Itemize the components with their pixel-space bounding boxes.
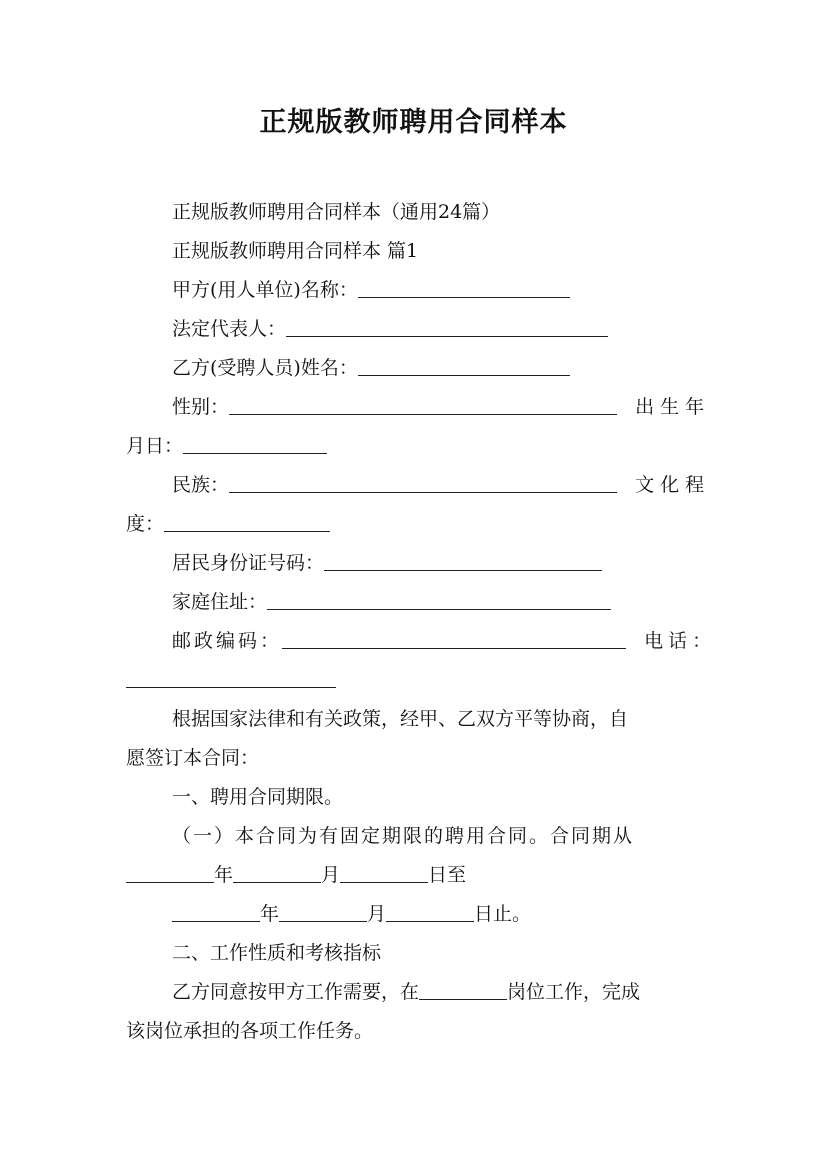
preamble-line-2	[126, 744, 706, 772]
preamble-line-1	[126, 705, 752, 733]
clause-1-paragraph	[126, 822, 752, 850]
end-day-blank[interactable]	[386, 901, 474, 922]
legal-rep-label: 法定代表人：	[172, 318, 287, 340]
postal-blank[interactable]	[282, 628, 626, 649]
phone-field	[126, 666, 706, 694]
party-a-label: 甲方(用人单位)名称：	[172, 279, 358, 301]
preamble-text-2: 愿签订本合同：	[126, 747, 260, 769]
clause-2-paragraph-1	[126, 978, 752, 1006]
ethnicity-blank[interactable]	[229, 472, 617, 493]
gender-label: 性别：	[172, 396, 230, 418]
party-b-label: 乙方(受聘人员)姓名：	[172, 357, 358, 379]
clause-1-title	[126, 783, 752, 811]
start-year-label: 年	[214, 864, 234, 886]
party-a-field	[126, 276, 752, 304]
end-year-label: 年	[260, 903, 280, 925]
start-month-blank[interactable]	[233, 862, 321, 883]
document-subtitle	[126, 198, 752, 226]
address-field	[126, 588, 752, 616]
party-b-field	[126, 354, 752, 382]
address-blank[interactable]	[267, 589, 611, 610]
education-label-end: 度：	[126, 513, 165, 535]
legal-rep-field	[126, 315, 752, 343]
ethnicity-field	[126, 471, 752, 499]
position-blank[interactable]	[419, 979, 507, 1000]
id-number-blank[interactable]	[324, 550, 602, 571]
start-day-blank[interactable]	[340, 862, 428, 883]
education-blank[interactable]	[164, 511, 330, 532]
start-year-blank[interactable]	[126, 862, 214, 883]
preamble-text-1: 根据国家法律和有关政策，经甲、乙双方平等协商，自	[172, 708, 629, 730]
section-heading-text: 正规版教师聘用合同样本 篇1	[172, 240, 419, 262]
birth-label-end: 月日：	[126, 435, 184, 457]
birth-blank[interactable]	[183, 433, 327, 454]
legal-rep-blank[interactable]	[286, 316, 608, 337]
end-month-blank[interactable]	[279, 901, 367, 922]
party-b-blank[interactable]	[358, 355, 570, 376]
education-field	[126, 510, 706, 538]
clause-2-text-a: 乙方同意按甲方工作需要，在	[172, 981, 420, 1003]
gender-blank[interactable]	[229, 394, 617, 415]
contract-end-date	[126, 900, 752, 928]
contract-start-date	[126, 861, 706, 889]
education-label-start: 文化程	[635, 474, 711, 496]
document-title: 正规版教师聘用合同样本	[259, 107, 568, 138]
subtitle-text: 正规版教师聘用合同样本（通用24篇）	[172, 201, 501, 223]
clause-1-title-text: 一、聘用合同期限。	[172, 786, 344, 808]
section-heading	[126, 237, 752, 265]
end-month-label: 月	[367, 903, 387, 925]
start-day-label: 日至	[428, 864, 467, 886]
clause-2-text-c: 该岗位承担的各项工作任务。	[126, 1020, 374, 1042]
phone-label: 电话：	[644, 630, 717, 652]
clause-2-paragraph-2	[126, 1017, 706, 1045]
end-day-label: 日止。	[474, 903, 532, 925]
clause-2-text-b: 岗位工作，完成	[507, 981, 641, 1003]
clause-2-title	[126, 939, 752, 967]
id-number-label: 居民身份证号码：	[172, 552, 325, 574]
end-year-blank[interactable]	[172, 901, 260, 922]
birth-label-start: 出生年	[635, 396, 711, 418]
postal-label: 邮政编码：	[172, 630, 283, 652]
party-a-blank[interactable]	[358, 277, 570, 298]
address-label: 家庭住址：	[172, 591, 268, 613]
start-month-label: 月	[321, 864, 341, 886]
id-number-field	[126, 549, 752, 577]
birth-field	[126, 432, 706, 460]
gender-field	[126, 393, 752, 421]
ethnicity-label: 民族：	[172, 474, 230, 496]
phone-blank[interactable]	[126, 667, 336, 688]
postal-field	[126, 627, 752, 655]
clause-2-title-text: 二、工作性质和考核指标	[172, 942, 382, 964]
clause-1-paragraph-text: （一）本合同为有固定期限的聘用合同。合同期从	[172, 825, 635, 847]
